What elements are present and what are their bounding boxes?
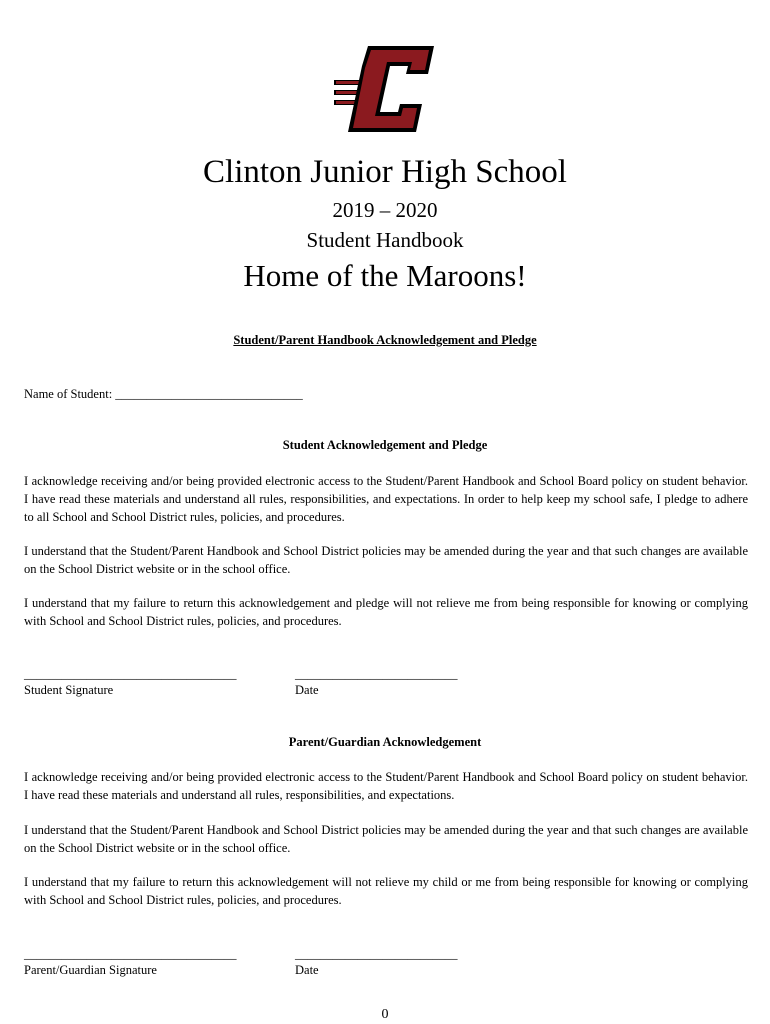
- student-paragraph: I understand that the Student/Parent Handbook and School District policies may be amended during the year and that such changes are available on the School District website or in the school office.: [24, 544, 748, 576]
- student-paragraph: I acknowledge receiving and/or being provided electronic access to the Student/Parent Handbook and School Board policy on student behavior. I have read these materials and understand all rules, responsibilities, and expectations. In order to help keep my school safe, I pledge to adhere to all School and School District rules, policies, and procedures.: [24, 474, 748, 524]
- student-section-title: Student Acknowledgement and Pledge: [282, 438, 488, 452]
- parent-signature-block[interactable]: [24, 946, 237, 978]
- parent-date-label: Date: [295, 963, 319, 977]
- student-date-line[interactable]: __________________________: [295, 667, 458, 681]
- parent-signature-label: Parent/Guardian Signature: [24, 963, 157, 977]
- form-title: Student/Parent Handbook Acknowledgement and Pledge: [233, 333, 537, 347]
- parent-section-title: Parent/Guardian Acknowledgement: [288, 735, 482, 749]
- handbook-title: Student Handbook: [306, 228, 464, 252]
- parent-paragraph: I understand that my failure to return this acknowledgement will not relieve my child or me from being responsible for knowing or complying with School and School District rules, policies, and procedures.: [24, 875, 748, 907]
- page-number: 0: [381, 1007, 389, 1022]
- parent-signature-line[interactable]: __________________________________: [24, 947, 237, 961]
- parent-paragraph: I acknowledge receiving and/or being provided electronic access to the Student/Parent Handbook and School Board policy on student behavior. I have read these materials and understand all rules, responsibilities, and expectations.: [24, 770, 748, 802]
- parent-date-line[interactable]: __________________________: [295, 947, 458, 961]
- parent-paragraph: I understand that the Student/Parent Handbook and School District policies may be amended during the year and that such changes are available on the School District website or in the school office.: [24, 823, 748, 855]
- school-name: Clinton Junior High School: [203, 154, 567, 190]
- school-motto: Home of the Maroons!: [243, 258, 527, 293]
- school-c-logo-icon: [334, 44, 438, 136]
- student-signature-line[interactable]: __________________________________: [24, 667, 237, 681]
- student-signature-block[interactable]: [24, 666, 237, 698]
- parent-date-block[interactable]: [295, 946, 458, 978]
- student-name-field[interactable]: Name of Student: ______________________________: [24, 387, 303, 401]
- student-date-label: Date: [295, 683, 319, 697]
- student-date-block[interactable]: [295, 666, 458, 698]
- school-years: 2019 – 2020: [332, 198, 438, 222]
- student-signature-label: Student Signature: [24, 683, 114, 697]
- student-paragraph: I understand that my failure to return this acknowledgement and pledge will not relieve me from being responsible for knowing or complying with School and School District rules, policies, and procedures.: [24, 596, 748, 628]
